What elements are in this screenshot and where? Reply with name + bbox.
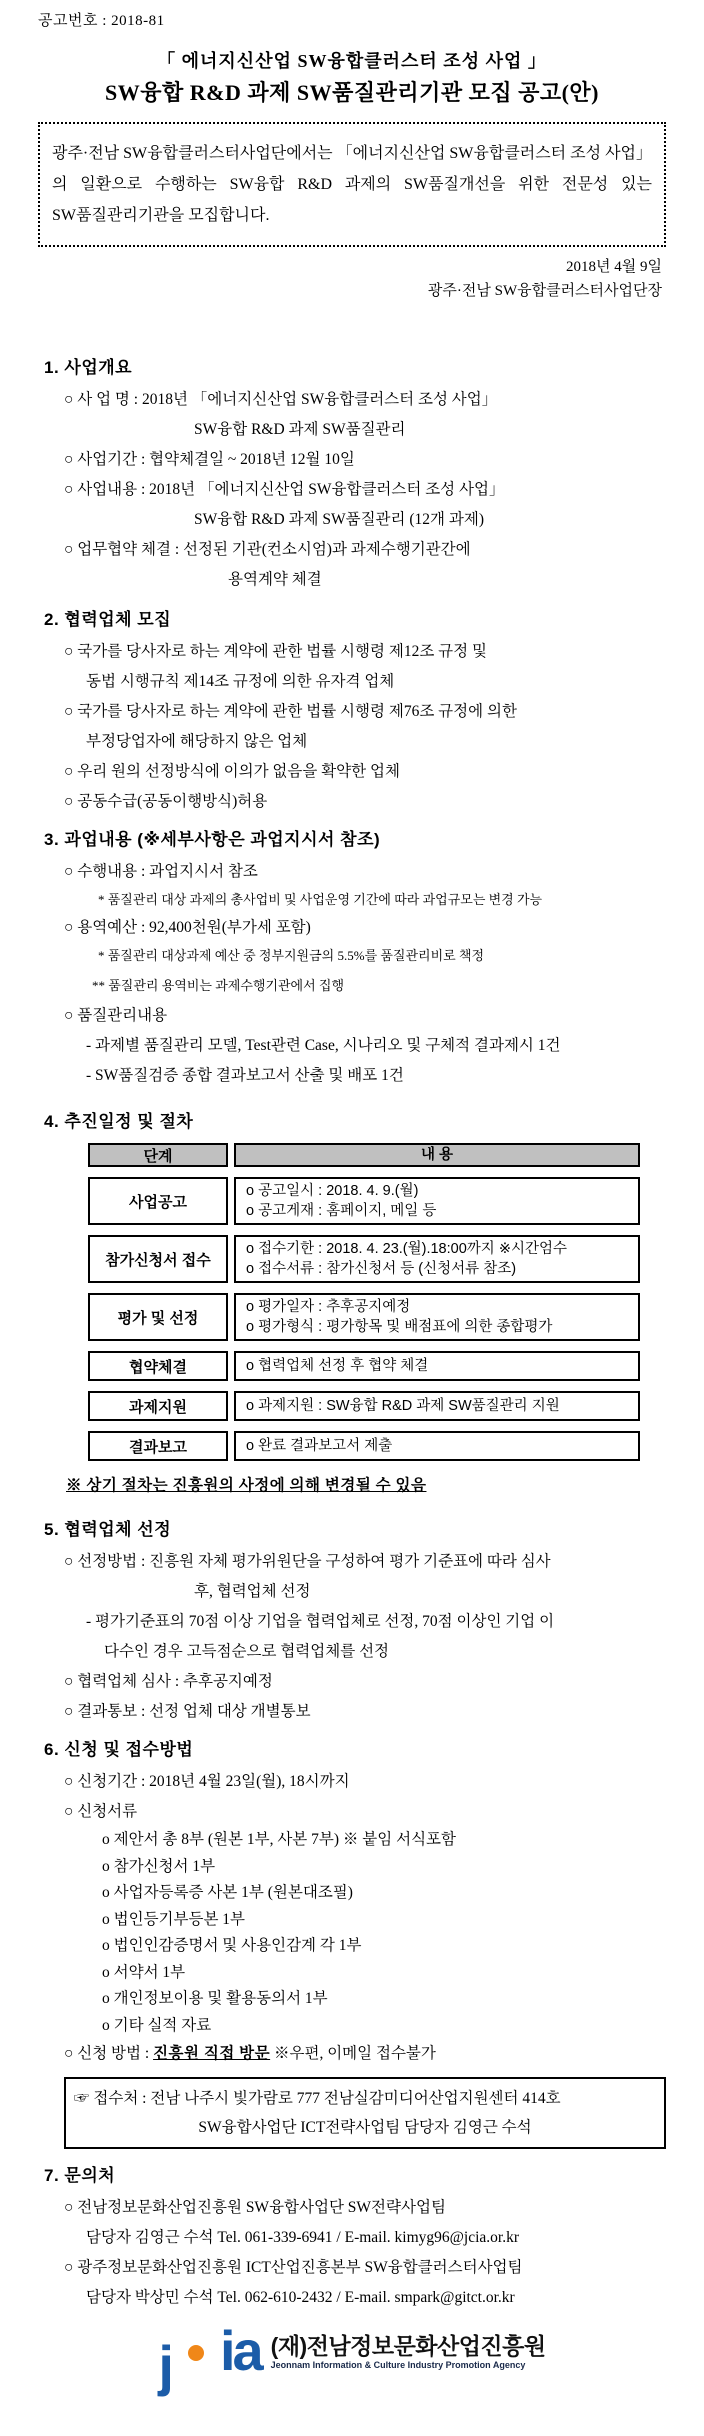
footer-logo [0,2319,704,2397]
required-doc-item: o 서약서 1부 [102,1963,186,1981]
list-item: ○ 수행내용 : 과업지시서 참조 [64,863,258,880]
announcement-date: 2018년 4월 9일 [566,259,662,275]
method-suffix: ※우편, 이메일 접수불가 [270,2045,436,2062]
content-line: o 공고게재 : 홈페이지, 메일 등 [246,1203,437,1219]
list-item: ○ 품질관리내용 [64,1007,168,1024]
list-item: ○ 선정방법 : 진흥원 자체 평가위원단을 구성하여 평가 기준표에 따라 심사 [64,1553,551,1570]
list-item: ○ 우리 원의 선정방식에 이의가 없음을 확약한 업체 [64,763,400,780]
required-doc-item: o 개인정보이용 및 활용동의서 1부 [102,1990,328,2007]
contact-item: ○ 전남정보문화산업진흥원 SW융합사업단 SW전략사업팀 [64,2199,446,2216]
content-line: o 과제지원 : SW융합 R&D 과제 SW품질관리 지원 [246,1398,560,1414]
table-row [88,1177,640,1225]
content-line: o 평가형식 : 평가항목 및 배점표에 의한 종합평가 [246,1319,553,1335]
content-line: o 접수서류 : 참가신청서 등 (신청서류 참조) [246,1261,517,1277]
list-item: ○ 업무협약 체결 : 선정된 기관(컨소시엄)과 과제수행기관간에 [64,541,471,558]
table-row [88,1351,640,1381]
content-cell [234,1235,640,1283]
schedule-table [88,1143,640,1461]
table-row [88,1391,640,1421]
content-line: o 평가일자 : 추후공지예정 [246,1299,411,1315]
reception-address: ☞ 접수처 : 전남 나주시 빛가람로 777 전남실감미디어산업지원센터 414호 [74,2090,561,2107]
list-item: ○ 협력업체 심사 : 추후공지예정 [64,1673,273,1690]
footnote-item: * 품질관리 대상 과제의 총사업비 및 사업운영 기간에 따라 과업규모는 변경 가능 [98,892,543,907]
list-item-continuation: 부정당업자에 해당하지 않은 업체 [86,733,308,750]
stage-header-cell: 단계 [88,1143,228,1167]
required-doc-item: o 기타 실적 자료 [102,2016,212,2034]
logo-letter-j: j [158,2334,172,2397]
list-item-continuation: 후, 협력업체 선정 [194,1583,311,1600]
list-item: ○ 신청기간 : 2018년 4월 23일(월), 18시까지 [64,1773,350,1790]
table-row [88,1431,640,1461]
organization-name-korean: (재)전남정보문화산업진흥원 [270,2332,546,2359]
intro-text: 광주·전남 SW융합클러스터사업단에서는 「에너지신산업 SW융합클러스터 조성 사업」의 일환으로 수행하는 SW융합 R&D 과제의 SW품질개선을 위한 전문성 있는 SW품질관리기관을 모집합니다. [52,145,652,224]
table-row [88,1293,640,1341]
content-cell [234,1177,640,1225]
required-doc-item: o 사업자등록증 사본 1부 (원본대조필) [102,1884,353,1901]
organization-name [271,2333,546,2370]
list-item: ○ 공동수급(공동이행방식)허용 [64,793,268,810]
required-doc-item: o 법인등기부등본 1부 [102,1910,246,1928]
document-title [38,48,666,108]
sub-list-item: - 과제별 품질관리 모델, Test관련 Case, 시나리오 및 구체적 결과제시 1건 [86,1037,561,1054]
required-doc-item: o 참가신청서 1부 [102,1857,216,1875]
contact-detail: 담당자 박상민 수석 Tel. 062-610-2432 / E-mail. smpark@gitct.or.kr [86,2289,515,2306]
reception-contact: SW융합사업단 ICT전략사업팀 담당자 김영근 수석 [198,2119,532,2136]
list-item: ○ 신청서류 [64,1803,138,1820]
list-item: ○ 국가를 당사자로 하는 계약에 관한 법률 시행령 제12조 규정 및 [64,643,487,660]
list-item: ○ 용역예산 : 92,400천원(부가세 포함) [64,919,311,936]
section-5-heading: 5. 협력업체 선정 [44,1520,172,1539]
sub-list-item-continuation: 다수인 경우 고득점순으로 협력업체를 선정 [104,1643,390,1660]
list-item: ○ 사업기간 : 협약체결일 ~ 2018년 12월 10일 [64,451,355,468]
method-prefix: ○ 신청 방법 : [64,2045,154,2062]
signer-title: 광주·전남 SW융합클러스터사업단장 [427,283,662,299]
sub-list-item: - SW품질검증 종합 결과보고서 산출 및 배포 1건 [86,1067,404,1084]
content-line: o 협력업체 선정 후 협약 체결 [246,1358,429,1374]
section-7-heading: 7. 문의처 [44,2166,116,2185]
program-title-line: 「 에너지신산업 SW융합클러스터 조성 사업 」 [157,51,547,71]
stage-cell: 과제지원 [88,1391,228,1421]
table-row [88,1235,640,1283]
logo-ring-icon [173,2330,219,2376]
logo-letters-ia: ia [219,2319,261,2382]
section-2-heading: 2. 협력업체 모집 [44,610,172,629]
list-item: ○ 국가를 당사자로 하는 계약에 관한 법률 시행령 제76조 규정에 의한 [64,703,517,720]
list-item: ○ 사 업 명 : 2018년 「에너지신산업 SW융합클러스터 조성 사업」 [64,391,498,408]
list-item-continuation: SW융합 R&D 과제 SW품질관리 (12개 과제) [194,511,484,528]
application-method-line [64,2039,666,2069]
stage-cell: 결과보고 [88,1431,228,1461]
jcia-logo [158,2319,261,2397]
list-item-continuation: 동법 시행규칙 제14조 규정에 의한 유자격 업체 [86,673,395,690]
section-6-heading: 6. 신청 및 접수방법 [44,1740,194,1759]
intro-box [38,122,666,247]
method-emphasis: 진흥원 직접 방문 [153,2045,271,2062]
notice-number: 공고번호 : 2018-81 [38,13,165,29]
content-cell [234,1431,640,1461]
required-doc-item: o 법인인감증명서 및 사용인감계 각 1부 [102,1937,362,1954]
section-4-heading: 4. 추진일정 및 절차 [44,1112,194,1131]
list-item: ○ 결과통보 : 선정 업체 대상 개별통보 [64,1703,311,1720]
organization-name-english: Jeonnam Information & Culture Industry Promotion Agency [270,2359,526,2370]
contact-item: ○ 광주정보문화산업진흥원 ICT산업진흥본부 SW융합클러스터사업팀 [64,2259,523,2276]
list-item-continuation: SW융합 R&D 과제 SW품질관리 [194,421,406,438]
content-cell [234,1293,640,1341]
sub-list-item: - 평가기준표의 70점 이상 기업을 협력업체로 선정, 70점 이상인 기업 이 [86,1613,555,1630]
content-header-cell: 내 용 [234,1143,640,1167]
stage-cell: 협약체결 [88,1351,228,1381]
footnote-item: * 품질관리 대상과제 예산 중 정부지원금의 5.5%를 품질관리비로 책정 [98,948,485,963]
content-cell [234,1351,640,1381]
table-note: ※ 상기 절차는 진흥원의 사정에 의해 변경될 수 있음 [66,1477,427,1494]
section-3-heading: 3. 과업내용 (※세부사항은 과업지시서 참조) [44,830,381,849]
stage-cell: 사업공고 [88,1177,228,1225]
section-1-heading: 1. 사업개요 [44,358,133,377]
content-line: o 공고일시 : 2018. 4. 9.(월) [246,1183,419,1199]
list-item-continuation: 용역계약 체결 [228,571,322,588]
content-cell [234,1391,640,1421]
contact-detail: 담당자 김영근 수석 Tel. 061-339-6941 / E-mail. kimyg96@jcia.or.kr [86,2229,520,2246]
page-title: SW융합 R&D 과제 SW품질관리기관 모집 공고(안) [104,80,599,105]
list-item: ○ 사업내용 : 2018년 「에너지신산업 SW융합클러스터 조성 사업」 [64,481,505,498]
stage-cell: 참가신청서 접수 [88,1235,228,1283]
stage-cell: 평가 및 선정 [88,1293,228,1341]
content-line: o 접수기한 : 2018. 4. 23.(월).18:00까지 ※시간엄수 [246,1241,567,1257]
required-doc-item: o 제안서 총 8부 (원본 1부, 사본 7부) ※ 붙임 서식포함 [102,1831,456,1848]
content-line: o 완료 결과보고서 제출 [246,1438,393,1454]
reception-box [64,2077,666,2149]
footnote-item: ** 품질관리 용역비는 과제수행기관에서 집행 [92,978,345,993]
schedule-header-row [88,1143,640,1167]
